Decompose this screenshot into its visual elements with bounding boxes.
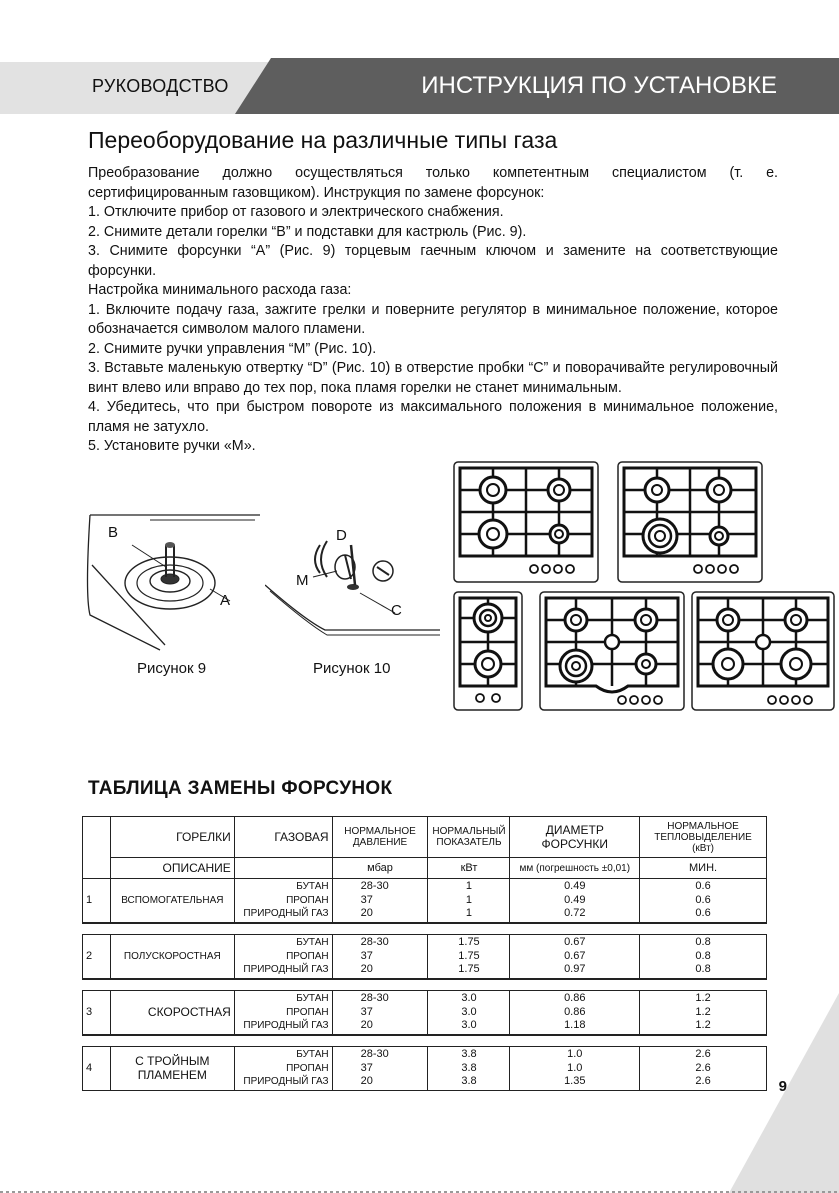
hob-5-burner-illustration	[538, 590, 686, 714]
units-heat: МИН.	[640, 858, 767, 879]
hob-2-burner-illustration	[452, 590, 524, 714]
table-row	[83, 879, 767, 923]
paragraph: 1. Включите подачу газа, зажгите грелки и поверните регулятор в минимальное положение, которое обозначается символом малого пламени.	[88, 301, 778, 337]
page-title: Переоборудование на различные типы газа	[88, 127, 558, 153]
paragraph: Преобразование должно осуществляться только компетентным специалистом (т. е. сертифицированным газовщиком). Инструкция по замене форсунок:	[88, 165, 778, 201]
figure-10-label-c: C	[391, 602, 402, 619]
table-row	[83, 991, 767, 1035]
row-number: 1	[83, 879, 111, 923]
indicator-values: 3.0 3.0 3.0	[428, 991, 510, 1035]
header-heat: НОРМАЛЬНОЕ ТЕПЛОВЫДЕЛЕНИЕ (кВт)	[640, 817, 767, 858]
diameter-values: 0.67 0.67 0.97	[510, 935, 640, 979]
diameter-values: 1.0 1.0 1.35	[510, 1047, 640, 1091]
pressure-values: 28-30 37 20	[332, 1047, 428, 1091]
nozzle-table	[82, 816, 767, 1091]
row-number: 2	[83, 935, 111, 979]
paragraph: 2. Снимите детали горелки “B” и подставки для кастрюль (Рис. 9).	[88, 223, 527, 240]
table-spacer	[83, 1035, 767, 1047]
hob-4-burner-wok-illustration	[616, 460, 764, 586]
header-pressure: НОРМАЛЬНОЕ ДАВЛЕНИЕ	[332, 817, 428, 858]
row-number: 4	[83, 1047, 111, 1091]
table-row	[83, 1047, 767, 1091]
paragraph: Настройка минимального расхода газа:	[88, 282, 352, 298]
gas-types: БУТАН ПРОПАН ПРИРОДНЫЙ ГАЗ	[234, 935, 332, 979]
gas-types: БУТАН ПРОПАН ПРИРОДНЫЙ ГАЗ	[234, 879, 332, 923]
paragraph: 3. Снимите форсунки “A” (Рис. 9) торцевым гаечным ключом и замените на соответствующие форсунки.	[88, 243, 778, 279]
header-indicator: НОРМАЛЬНЫЙ ПОКАЗАТЕЛЬ	[428, 817, 510, 858]
indicator-values: 1 1 1	[428, 879, 510, 923]
table-row	[83, 935, 767, 979]
paragraph: 5. Установите ручки «M».	[88, 438, 256, 454]
figure-10-label-d: D	[336, 527, 347, 544]
header-gas: ГАЗОВАЯ	[234, 817, 332, 858]
heat-values: 0.6 0.6 0.6	[640, 879, 767, 923]
indicator-values: 3.8 3.8 3.8	[428, 1047, 510, 1091]
table-units-row	[83, 858, 767, 879]
pressure-values: 28-30 37 20	[332, 935, 428, 979]
paragraph: 4. Убедитесь, что при быстром повороте из максимального положения в минимальное положение, пламя не затухло.	[88, 399, 778, 435]
row-number: 3	[83, 991, 111, 1035]
units-diameter: мм (погрешность ±0,01)	[510, 858, 640, 879]
burner-name: ПОЛУСКОРОСТНАЯ	[110, 935, 234, 979]
instructions-text	[88, 164, 778, 457]
table-spacer	[83, 923, 767, 935]
figure-10-knob-drawing	[265, 525, 445, 640]
paragraph: 2. Снимите ручки управления “M” (Рис. 10).	[88, 340, 377, 357]
gas-types: БУТАН ПРОПАН ПРИРОДНЫЙ ГАЗ	[234, 1047, 332, 1091]
pressure-values: 28-30 37 20	[332, 991, 428, 1035]
hob-4-burner-illustration	[452, 460, 600, 586]
heat-values: 2.6 2.6 2.6	[640, 1047, 767, 1091]
figure-9-label-a: A	[220, 592, 231, 609]
paragraph: 1. Отключите прибор от газового и электрического снабжения.	[88, 204, 504, 220]
figure-10-caption: Рисунок 10	[313, 660, 391, 677]
units-indicator: кВт	[428, 858, 510, 879]
burner-name: ВСПОМОГАТЕЛЬНАЯ	[110, 879, 234, 923]
heat-values: 1.2 1.2 1.2	[640, 991, 767, 1035]
header-diameter: ДИАМЕТР ФОРСУНКИ	[510, 817, 640, 858]
header-section-title: ИНСТРУКЦИЯ ПО УСТАНОВКЕ	[421, 72, 777, 99]
heat-values: 0.8 0.8 0.8	[640, 935, 767, 979]
gas-types: БУТАН ПРОПАН ПРИРОДНЫЙ ГАЗ	[234, 991, 332, 1035]
hob-5-burner-flat-illustration	[690, 590, 838, 714]
page-number: 9	[778, 1078, 787, 1095]
table-spacer	[83, 979, 767, 991]
indicator-values: 1.75 1.75 1.75	[428, 935, 510, 979]
diameter-values: 0.86 0.86 1.18	[510, 991, 640, 1035]
figure-10-label-m: M	[296, 572, 309, 589]
paragraph: 3. Вставьте маленькую отвертку “D” (Рис. 10) в отверстие пробки “C” и поворачивайте регулировочный винт влево или вправо до тех пор, пока пламя горелки не станет минимальным.	[88, 360, 778, 396]
units-pressure: мбар	[332, 858, 428, 879]
header-manual-label: РУКОВОДСТВО	[92, 76, 229, 96]
burner-name: СКОРОСТНАЯ	[110, 991, 234, 1035]
pressure-values: 28-30 37 20	[332, 879, 428, 923]
table-header-row	[83, 817, 767, 858]
burner-name: С ТРОЙНЫМ ПЛАМЕНЕМ	[110, 1047, 234, 1091]
units-description: ОПИСАНИЕ	[110, 858, 234, 879]
figure-9-label-b: B	[108, 524, 119, 541]
diameter-values: 0.49 0.49 0.72	[510, 879, 640, 923]
figure-9-caption: Рисунок 9	[137, 660, 207, 677]
table-title: ТАБЛИЦА ЗАМЕНЫ ФОРСУНОК	[88, 778, 393, 799]
header-burners: ГОРЕЛКИ	[110, 817, 234, 858]
